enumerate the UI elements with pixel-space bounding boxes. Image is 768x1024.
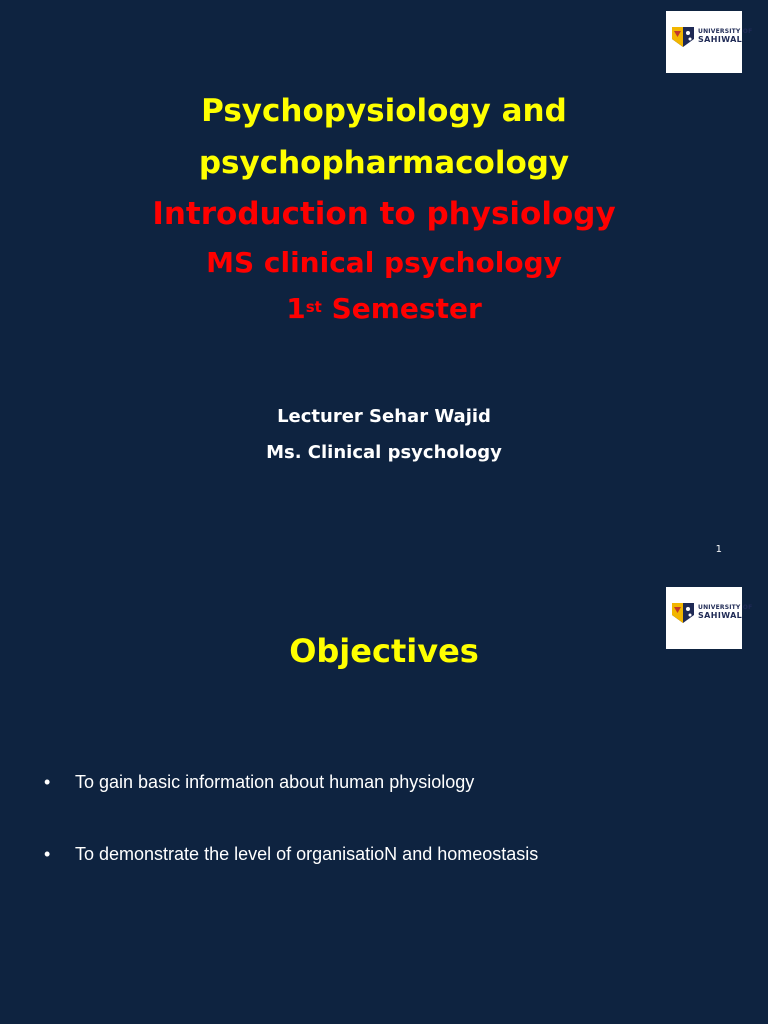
subtitle: Introduction to physiology (152, 196, 616, 232)
logo-text-line1: UNIVERSITY OF (698, 604, 753, 611)
semester-number: 1 (286, 292, 306, 325)
logo-text-line2: SAHIWAL (698, 611, 743, 620)
title-line-2: psychopharmacology (198, 145, 570, 181)
semester-word: Semester (321, 292, 482, 325)
objectives-heading: Objectives (289, 632, 479, 670)
page-number: 1 (715, 544, 722, 555)
semester-ordinal-suffix: st (305, 298, 322, 316)
objective-text: To demonstrate the level of organisatioN and homeostasis (75, 844, 539, 864)
title-line-1: Psychopysiology and (201, 93, 567, 129)
bullet-icon: • (44, 844, 51, 864)
logo-shield-icon (670, 25, 696, 49)
logo-shield-icon (670, 601, 696, 625)
program-name: MS clinical psychology (206, 246, 562, 279)
bullet-icon: • (44, 772, 51, 792)
lecturer-title: Ms. Clinical psychology (266, 442, 502, 463)
logo-text-line1: UNIVERSITY OF (698, 28, 753, 35)
university-logo (666, 11, 753, 73)
logo-text-line2: SAHIWAL (698, 35, 743, 44)
semester-label (0, 292, 768, 326)
lecturer-name: Lecturer Sehar Wajid (277, 406, 491, 427)
objective-text: To gain basic information about human physiology (75, 772, 475, 792)
